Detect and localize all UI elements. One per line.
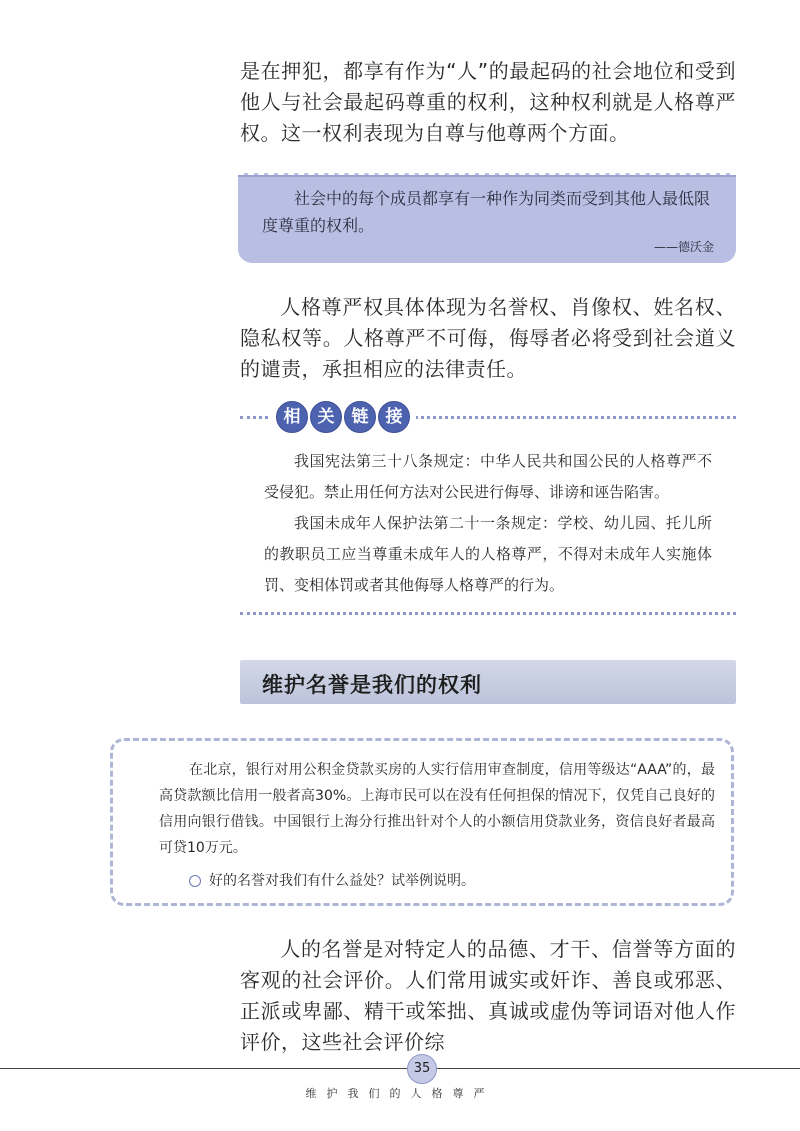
reputation-paragraph	[240, 934, 736, 1058]
minors-protection-article-text: 我国未成年人保护法第二十一条规定：学校、幼儿园、托儿所的教职员工应当尊重未成年人的人格尊严，不得对未成年人实施体罚、变相体罚或者其他侮辱人格尊严的行为。	[264, 514, 712, 594]
page-number: 35	[407, 1054, 437, 1084]
quote-text: 社会中的每个成员都享有一种作为同类而受到其他人最低限度尊重的权利。	[262, 189, 711, 235]
reputation-paragraph-text: 人的名誉是对特定人的品德、才干、信誉等方面的客观的社会评价。人们常用诚实或奸诈、善良或邪恶、正派或卑鄙、精干或笨拙、真诚或虚伪等词语对他人作评价，这些社会评价综	[240, 937, 736, 1054]
footer-rule	[0, 1068, 800, 1069]
running-title: 维护我们的人格尊严	[305, 1087, 495, 1100]
related-links-title-char: 相	[276, 401, 308, 433]
related-links-title-char: 链	[344, 401, 376, 433]
related-links-header	[270, 401, 416, 433]
rights-paragraph	[240, 292, 736, 385]
related-links-bottom-divider	[240, 612, 736, 615]
section-heading-bar	[240, 660, 736, 704]
quote-author: ——德沃金	[653, 240, 714, 254]
related-links-body	[264, 446, 712, 601]
case-box	[110, 738, 734, 906]
section-title: 维护名誉是我们的权利	[262, 673, 482, 697]
intro-paragraph: 是在押犯，都享有作为“人”的最起码的社会地位和受到他人与社会最起码尊重的权利，这种权利就是人格尊严权。这一权利表现为自尊与他尊两个方面。	[240, 59, 736, 145]
question-circle-icon	[189, 875, 201, 887]
constitution-article-text: 我国宪法第三十八条规定：中华人民共和国公民的人格尊严不受侵犯。禁止用任何方法对公民进行侮辱、诽谤和诬告陷害。	[264, 452, 712, 501]
rights-paragraph-text: 人格尊严权具体体现为名誉权、肖像权、姓名权、隐私权等。人格尊严不可侮，侮辱者必将受到社会道义的谴责，承担相应的法律责任。	[240, 295, 736, 381]
case-question-text: 好的名誉对我们有什么益处？试举例说明。	[209, 873, 475, 889]
quote-box	[238, 173, 736, 263]
related-links-title-char: 接	[378, 401, 410, 433]
case-text: 在北京，银行对用公积金贷款买房的人实行信用审查制度，信用等级达“AAA”的，最高贷款额比信用一般者高30%。上海市民可以在没有任何担保的情况下，仅凭自己良好的信用向银行借钱。中国银行上海分行推出针对个人的小额信用贷款业务，资信良好者最高可贷10万元。	[159, 762, 715, 856]
related-links-title-char: 关	[310, 401, 342, 433]
case-question	[189, 871, 475, 891]
